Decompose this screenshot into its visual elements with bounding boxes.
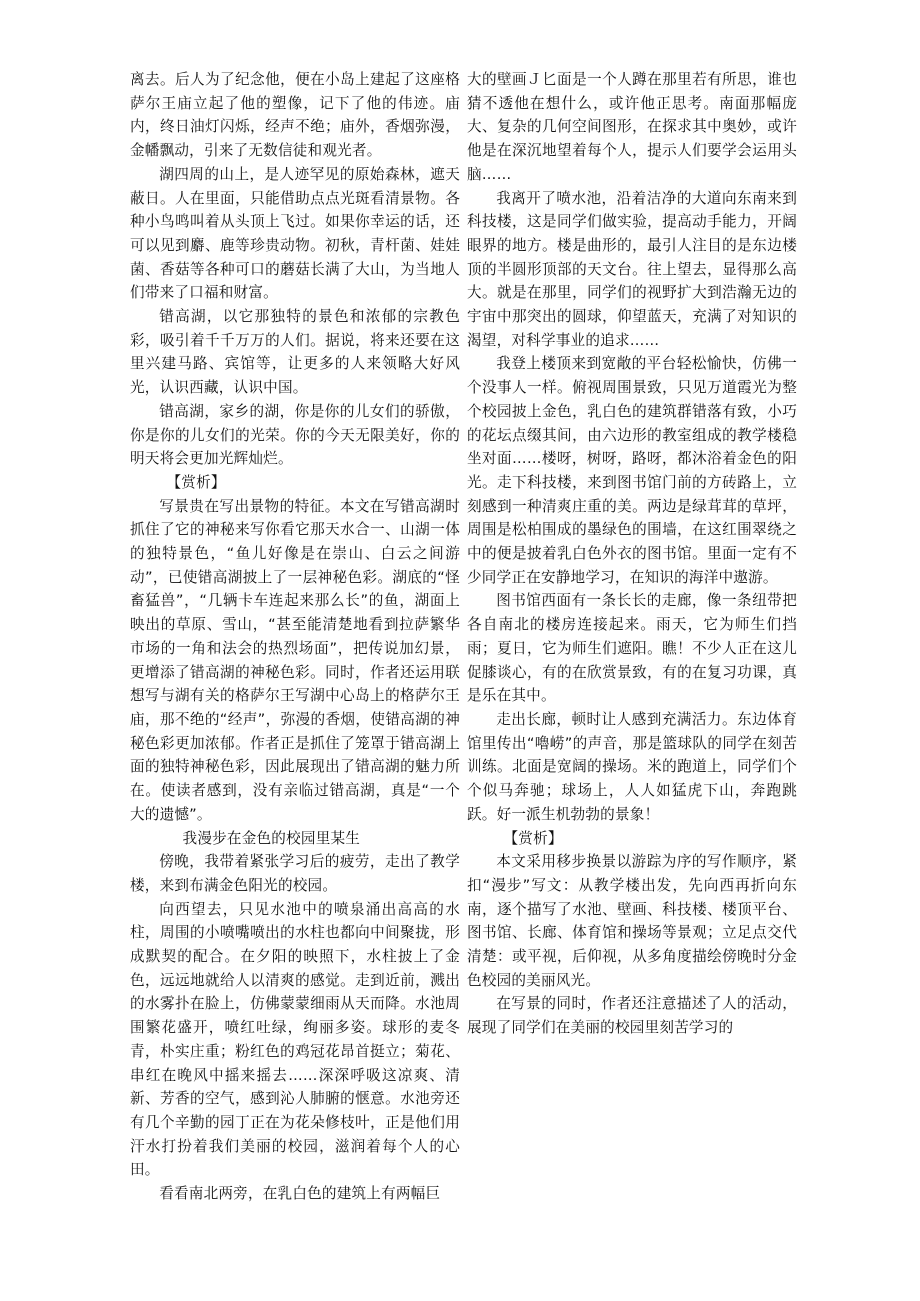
paragraph: 向西望去，只见水池中的喷泉涌出高高的水柱，周围的小喷嘴喷出的水柱也都向中间聚拢，形成默契的配合。在夕阳的映照下，水柱披上了金色，远远地就给人以清爽的感觉。走到近前，溅出的水雾扑在脸上，仿佛蒙蒙细雨从天而降。水池周围繁花盛开，喷红吐绿，绚丽多姿。球形的麦冬青，朴实庄重；粉红色的鸡冠花昂首挺立；菊花、串红在晚风中摇来摇去……深深呼吸这凉爽、清新、芳香的空气，感到沁人肺腑的惬意。水池旁还有几个辛勤的园丁正在为花朵修枝叶，正是他们用汗水打扮着我们美丽的校园，滋润着每个人的心田。 [130,900,460,1179]
paragraph: 错高湖，家乡的湖，你是你的儿女们的骄傲，你是你的儿女们的光荣。你的今天无限美好，你的明天将会更加光辉灿烂。 [130,402,460,468]
section-heading-appreciation: 【赏析】 [503,829,563,847]
paragraph: 错高湖，以它那独特的景色和浓郁的宗教色彩，吸引着千千万万的人们。据说，将来还要在这里兴建马路、宾馆等，让更多的人来领略大好风光，认识西藏，认识中国。 [130,308,460,397]
paragraph: 傍晚，我带着紧张学习后的疲劳，走出了教学楼，来到布满金色阳光的校园。 [130,853,460,894]
paragraph: 离去。后人为了纪念他，便在小岛上建起了这座格萨尔王庙立起了他的塑像，记下了他的伟迹。庙内，终日油灯闪烁，经声不绝；庙外，香烟弥漫，金幡飘动，引来了无数信徒和观光者。 [130,71,460,160]
paragraph: 大的壁画Ｊ匕面是一个人蹲在那里若有所思，谁也猜不透他在想什么，或许他正思考。南面那幅庞大、复杂的几何空间图形，在探求其中奥妙，或许他是在深沉地望着每个人，提示人们要学会运用头脑…… [467,71,797,183]
left-column [130,68,460,1206]
essay-title: 我漫步在金色的校园里某生 [182,829,361,847]
paragraph: 我离开了喷水池，沿着洁净的大道向东南来到科技楼，这是同学们做实验，提高动手能力，开阔眼界的地方。楼是曲形的，最引人注目的是东边楼顶的半圆形顶部的天文台。往上望去，显得那么高大。就是在那里，同学们的视野扩大到浩瀚无边的宇宙中那突出的圆球，仰望蓝天，充满了对知识的渴望，对科学事业的追求…… [467,189,797,349]
paragraph: 湖四周的山上，是人迹罕见的原始森林，遮天蔽日。人在里面，只能借助点点光斑看清景物。各种小鸟鸣叫着从头顶上飞过。如果你幸运的话，还可以见到麝、鹿等珍贵动物。初秋，青杆菌、娃娃菌、香菇等各种可口的蘑菇长满了大山，为当地人们带来了口福和财富。 [130,165,460,302]
paragraph: 写景贵在写出景物的特征。本文在写错高湖时抓住了它的神秘来写你看它那天水合一、山湖一体的独特景色，“鱼儿好像是在崇山、白云之间游动”，已使错高湖披上了一层神秘色彩。湖底的“怪畜猛兽”，“几辆卡车连起来那么长”的鱼，湖面上映出的草原、雪山，“甚至能清楚地看到拉萨繁华市场的一角和法会的热烈场面”，把传说加幻景，更增添了错高湖的神秘色彩。同时，作者还运用联想写与湖有关的格萨尔王写湖中心岛上的格萨尔王庙，那不绝的“经声”，弥漫的香烟，使错高湖的神秘色彩更加浓郁。作者正是抓住了笼罩于错高湖上面的独特神秘色彩，因此展现出了错高湖的魅力所在。使读者感到，没有亲临过错高湖，真是“一个大的遗憾”。 [130,497,460,823]
section-heading-appreciation: 【赏析】 [166,473,226,491]
paragraph: 走出长廊，顿时让人感到充满活力。东边体育馆里传出“嚕崂”的声音，那是篮球队的同学在刻苦训练。北面是宽阔的操场。米的跑道上，同学们个个似马奔驰；球场上，人人如猛虎下山，奔跑跳跃。好一派生机勃勃的景象！ [467,710,797,823]
paragraph: 在写景的同时，作者还注意描述了人的活动，展现了同学们在美丽的校园里刻苦学习的 [467,995,797,1037]
paragraph: 本文采用移步换景以游踪为序的写作顺序，紧扣“漫步”写文：从教学楼出发，先向西再折向东南，逐个描写了水池、壁画、科技楼、楼顶平台、图书馆、长廊、体育馆和操场等景观；立足点交代清楚：或平视，后仰视，从多角度描绘傍晚时分金色校园的美丽风光。 [467,853,797,989]
paragraph: 看看南北两旁，在乳白色的建筑上有两幅巨 [159,1185,441,1203]
right-column [467,68,797,1040]
paragraph: 我登上楼顶来到宽敞的平台轻松愉快，仿佛一个没事人一样。俯视周围景致，只见万道霞光为整个校园披上金色，乳白色的建筑群错落有致，小巧的花坛点缀其间，由六边形的教室组成的教学楼稳坐对面……楼呀，树呀，路呀，都沐浴着金色的阳光。走下科技楼，来到图书馆门前的方砖路上，立刻感到一种清爽庄重的美。两边是绿茸茸的草坪，周围是松柏围成的墨绿色的围墙，在这红围翠绕之中的便是披着乳白色外衣的图书馆。里面一定有不少同学正在安静地学习，在知识的海洋中遨游。 [467,355,797,586]
paragraph: 图书馆西面有一条长长的走廊，像一条纽带把各自南北的楼房连接起来。雨天，它为师生们挡雨；夏日，它为师生们遮阳。瞧！不少人正在这儿促膝谈心，有的在欣赏景致，有的在复习功课，真是乐在其中。 [467,592,797,705]
